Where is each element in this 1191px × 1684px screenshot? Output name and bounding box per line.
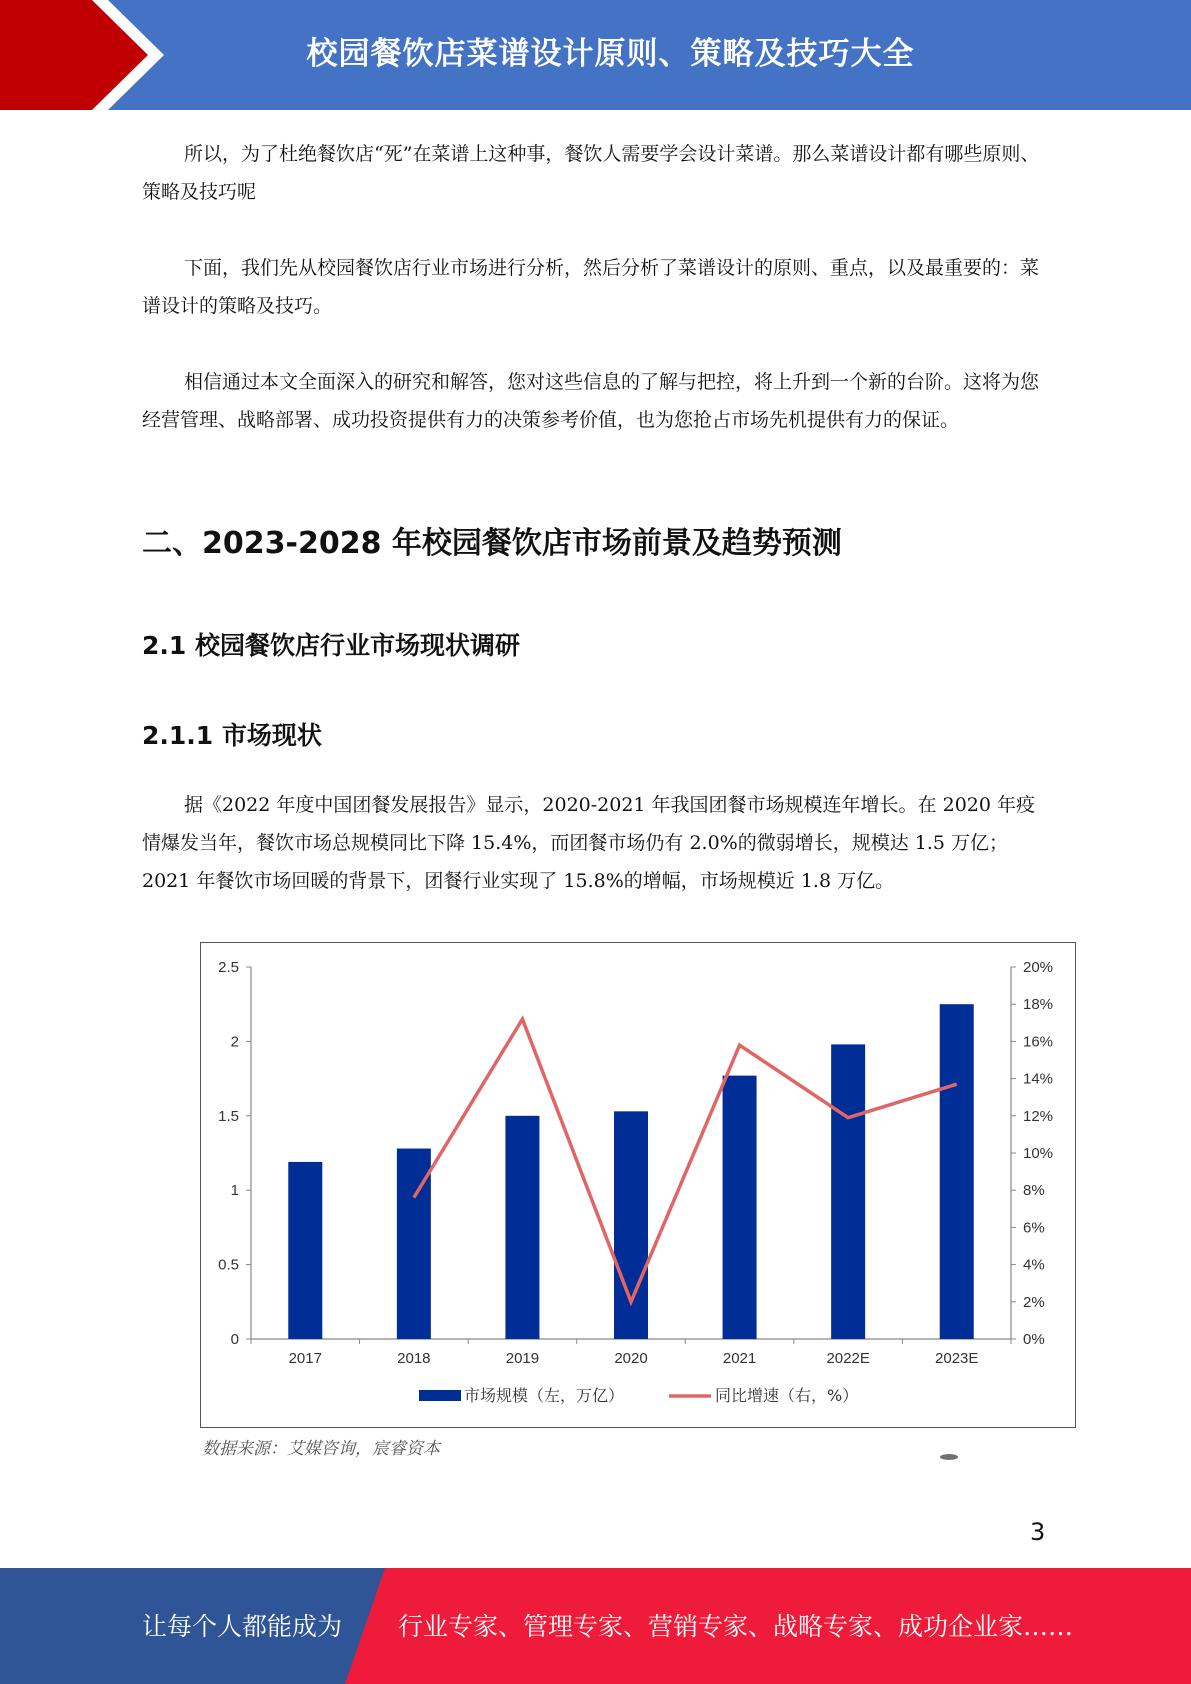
x-tick-label: 2023E <box>935 1350 979 1367</box>
right-tick-label: 2% <box>1023 1293 1045 1311</box>
paragraph-1: 所以，为了杜绝餐饮店“死”在菜谱上这种事，餐饮人需要学会设计菜谱。那么菜谱设计都有哪些原则、策略及技巧呢 <box>142 143 1040 203</box>
growth-rate-line <box>414 1019 957 1302</box>
bar-2022E <box>831 1044 865 1339</box>
bar-2017 <box>288 1162 322 1339</box>
legend-line-label: 同比增速（右，%） <box>715 1386 859 1405</box>
legend-bar-swatch <box>419 1390 461 1401</box>
x-tick-label: 2017 <box>288 1350 322 1367</box>
x-tick-label: 2018 <box>397 1350 431 1367</box>
right-tick-label: 20% <box>1023 959 1054 976</box>
right-tick-label: 10% <box>1023 1145 1054 1162</box>
market-paragraph: 据《2022 年度中国团餐发展报告》显示，2020-2021 年我国团餐市场规模连年增长。在 2020 年疫情爆发当年，餐饮市场总规模同比下降 15.4%，而团餐市场仍有 2.0%的微弱增长，规模达 1.5 万亿；2021 年餐饮市场回暖的背景下，团餐行业实现了 15.8%的增幅，市场规模近 1.8 万亿。 <box>142 794 1035 892</box>
market-chart-svg <box>201 943 1075 1427</box>
right-tick-label: 4% <box>1023 1256 1045 1274</box>
bar-2021 <box>723 1076 757 1339</box>
bar-2019 <box>505 1116 539 1339</box>
market-chart <box>200 942 1076 1428</box>
footer-slogan: 让每个人都能成为 <box>142 1612 343 1641</box>
left-tick-label: 2 <box>230 1033 239 1051</box>
x-tick-label: 2020 <box>614 1350 648 1367</box>
x-tick-label: 2019 <box>505 1350 540 1367</box>
x-tick-label: 2022E <box>826 1350 870 1367</box>
paragraph-2: 下面，我们先从校园餐饮店行业市场进行分析，然后分析了菜谱设计的原则、重点，以及最重要的：菜谱设计的策略及技巧。 <box>142 257 1040 317</box>
right-tick-label: 12% <box>1023 1107 1054 1125</box>
footer-roles: 行业专家、管理专家、营销专家、战略专家、成功企业家…… <box>398 1612 1074 1641</box>
right-tick-label: 0% <box>1023 1331 1045 1348</box>
subsection-heading: 2.1 校园餐饮店行业市场现状调研 <box>142 631 520 660</box>
left-tick-label: 1 <box>230 1182 239 1200</box>
header-title: 校园餐饮店菜谱设计原则、策略及技巧大全 <box>306 36 915 72</box>
left-tick-label: 1.5 <box>218 1107 239 1125</box>
x-tick-label: 2021 <box>722 1350 757 1367</box>
paragraph-3: 相信通过本文全面深入的研究和解答，您对这些信息的了解与把控，将上升到一个新的台阶。这将为您经营管理、战略部署、成功投资提供有力的决策参考价值，也为您抢占市场先机提供有力的保证。 <box>142 371 1040 431</box>
legend-bar-label: 市场规模（左，万亿） <box>464 1386 625 1405</box>
section-heading: 二、2023-2028 年校园餐饮店市场前景及趋势预测 <box>142 526 842 561</box>
right-tick-label: 18% <box>1023 996 1054 1014</box>
left-tick-label: 2.5 <box>218 959 239 976</box>
bar-2023E <box>940 1004 974 1339</box>
page-number: 3 <box>1030 1518 1046 1546</box>
right-tick-label: 8% <box>1023 1182 1045 1200</box>
scan-mark <box>940 1454 958 1460</box>
subsubsection-heading: 2.1.1 市场现状 <box>142 721 322 750</box>
page-footer <box>0 1568 1191 1684</box>
right-tick-label: 14% <box>1023 1070 1054 1088</box>
chart-source: 数据来源：艾媒咨询，宸睿资本 <box>202 1439 440 1459</box>
right-tick-label: 6% <box>1023 1219 1045 1237</box>
left-tick-label: 0.5 <box>218 1256 239 1274</box>
right-tick-label: 16% <box>1023 1033 1054 1051</box>
left-tick-label: 0 <box>230 1331 239 1348</box>
page-header <box>0 0 1191 110</box>
